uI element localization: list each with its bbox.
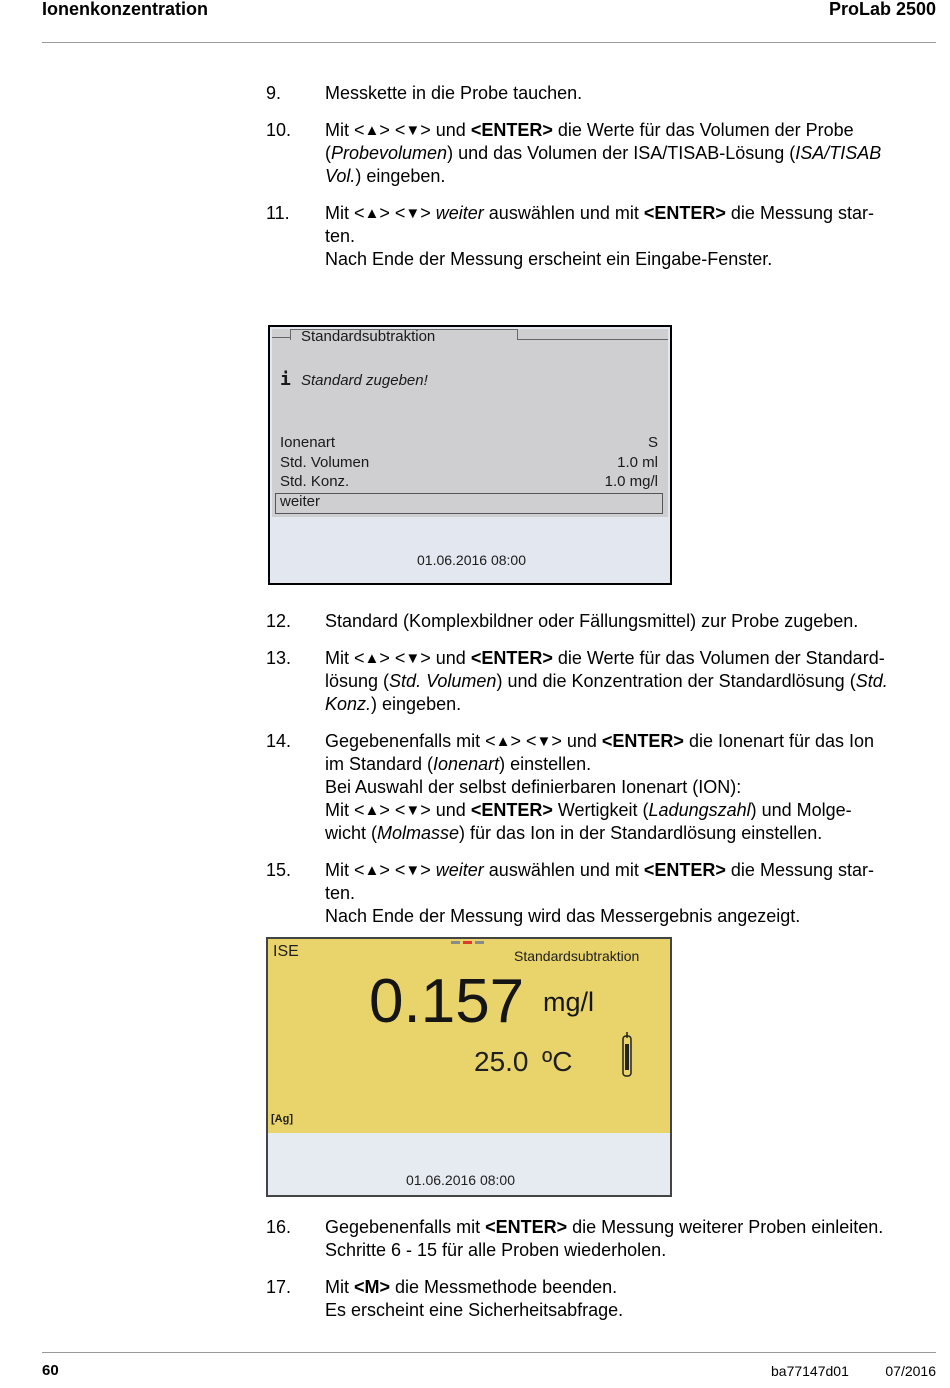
key-label: <ENTER> bbox=[601, 731, 684, 751]
arrow-up-icon: ▲ bbox=[364, 802, 380, 819]
text-run: ) und Molge- bbox=[750, 800, 852, 820]
weiter-option[interactable]: weiter bbox=[280, 493, 321, 510]
mode-label: ISE bbox=[273, 943, 299, 960]
text-run: Wertigkeit ( bbox=[552, 800, 649, 820]
text-line bbox=[325, 859, 930, 882]
text-run: > < bbox=[379, 203, 406, 223]
arrow-up-icon: ▲ bbox=[364, 862, 380, 879]
text-run: > < bbox=[379, 860, 406, 880]
footer-rule bbox=[42, 1352, 936, 1353]
step-text bbox=[325, 202, 930, 271]
row-value-std-konz[interactable]: 1.0 mg/l bbox=[604, 473, 658, 490]
measured-unit: mg/l bbox=[543, 987, 595, 1017]
screen-datetime: 01.06.2016 08:00 bbox=[406, 1172, 515, 1188]
text-run: > und bbox=[420, 800, 471, 820]
arrow-down-icon: ▼ bbox=[405, 650, 421, 667]
key-label: <ENTER> bbox=[643, 860, 726, 880]
device-screen-input-window bbox=[268, 325, 672, 585]
text-run: die Werte für das Volumen der Probe bbox=[552, 120, 854, 140]
menu-term: weiter bbox=[435, 860, 484, 880]
step-text bbox=[325, 1276, 930, 1322]
step-number: 12. bbox=[266, 611, 292, 631]
text-line bbox=[325, 119, 930, 142]
text-line bbox=[325, 882, 930, 905]
text-run: Schritte 6 - 15 für alle Proben wiederholen. bbox=[325, 1240, 667, 1260]
temperature-unit: ºC bbox=[542, 1046, 573, 1077]
text-run: auswählen und mit bbox=[483, 203, 644, 223]
tab-border-left bbox=[272, 337, 290, 338]
key-label: <M> bbox=[354, 1277, 391, 1297]
menu-term: weiter bbox=[435, 203, 484, 223]
step-number: 15. bbox=[266, 860, 292, 880]
temperature-value: 25.0 bbox=[474, 1046, 529, 1077]
text-line bbox=[325, 82, 930, 105]
text-line bbox=[325, 248, 930, 271]
text-run: Mit < bbox=[325, 203, 365, 223]
arrow-down-icon: ▼ bbox=[405, 205, 421, 222]
key-label: <ENTER> bbox=[470, 648, 553, 668]
status-bar-segment bbox=[451, 941, 460, 944]
text-line bbox=[325, 670, 930, 693]
step-number: 9. bbox=[266, 83, 282, 103]
key-label: <ENTER> bbox=[470, 120, 553, 140]
text-run: Gegebenenfalls mit < bbox=[325, 731, 496, 751]
step-text bbox=[325, 730, 930, 845]
step-text bbox=[325, 82, 930, 105]
text-run: ) und die Konzentration der Standardlösung ( bbox=[496, 671, 856, 691]
text-run: im Standard ( bbox=[325, 754, 434, 774]
arrow-down-icon: ▼ bbox=[536, 733, 552, 750]
text-run: ten. bbox=[325, 226, 356, 246]
step-number: 11. bbox=[266, 203, 290, 223]
text-run: Standard (Komplexbildner oder Fällungsmittel) zur Probe zugeben. bbox=[325, 611, 859, 631]
document-date: 07/2016 bbox=[885, 1363, 936, 1379]
step-number: 17. bbox=[266, 1277, 292, 1297]
arrow-down-icon: ▼ bbox=[405, 862, 421, 879]
step-text bbox=[325, 647, 930, 716]
text-run: Nach Ende der Messung erscheint ein Eingabe-Fenster. bbox=[325, 249, 773, 269]
row-value-std-volumen[interactable]: 1.0 ml bbox=[617, 454, 658, 471]
key-label: <ENTER> bbox=[485, 1217, 568, 1237]
electrode-icon bbox=[620, 1032, 634, 1078]
text-run: die Messmethode beenden. bbox=[390, 1277, 618, 1297]
arrow-down-icon: ▼ bbox=[405, 802, 421, 819]
text-line bbox=[325, 753, 930, 776]
text-line bbox=[325, 142, 930, 165]
ion-label: [Ag] bbox=[271, 1113, 293, 1125]
key-label: <ENTER> bbox=[643, 203, 726, 223]
running-header-product: ProLab 2500 bbox=[828, 0, 936, 19]
text-run: Mit < bbox=[325, 800, 365, 820]
menu-term: ISA/TISAB bbox=[795, 143, 882, 163]
text-line bbox=[325, 610, 930, 633]
menu-term: Ionenart bbox=[433, 754, 500, 774]
text-run: > bbox=[420, 860, 436, 880]
text-run: ) und das Volumen der ISA/TISAB-Lösung ( bbox=[447, 143, 796, 163]
text-run: > < bbox=[510, 731, 537, 751]
text-run: ten. bbox=[325, 883, 356, 903]
text-run: die Messung star- bbox=[725, 860, 874, 880]
text-line bbox=[325, 647, 930, 670]
step-number: 13. bbox=[266, 648, 292, 668]
text-line bbox=[325, 1216, 930, 1239]
text-run: Messkette in die Probe tauchen. bbox=[325, 83, 583, 103]
text-line bbox=[325, 202, 930, 225]
text-run: > und bbox=[420, 120, 471, 140]
header-rule bbox=[42, 42, 936, 43]
text-run: > < bbox=[379, 800, 406, 820]
text-run: > und bbox=[551, 731, 602, 751]
step-text bbox=[325, 859, 930, 928]
text-line bbox=[325, 693, 930, 716]
text-run: Mit < bbox=[325, 120, 365, 140]
text-run: > bbox=[420, 203, 436, 223]
text-line bbox=[325, 1276, 930, 1299]
text-run: ( bbox=[325, 143, 331, 163]
text-line bbox=[325, 225, 930, 248]
step-text bbox=[325, 610, 930, 633]
arrow-up-icon: ▲ bbox=[364, 650, 380, 667]
text-run: > < bbox=[379, 648, 406, 668]
text-line bbox=[325, 165, 930, 188]
text-run: Gegebenenfalls mit bbox=[325, 1217, 486, 1237]
step-text bbox=[325, 1216, 930, 1262]
menu-term: Std. Volumen bbox=[389, 671, 497, 691]
row-label-ionenart: Ionenart bbox=[280, 434, 336, 451]
window-title: Standardsubtraktion bbox=[301, 328, 436, 345]
tab-border-right bbox=[518, 339, 668, 340]
text-run: Bei Auswahl der selbst definierbaren Ionenart (ION): bbox=[325, 777, 742, 797]
row-value-ionenart[interactable]: S bbox=[647, 434, 658, 451]
step-number: 10. bbox=[266, 120, 292, 140]
text-run: ) für das Ion in der Standardlösung einstellen. bbox=[459, 823, 823, 843]
text-run: Es erscheint eine Sicherheitsabfrage. bbox=[325, 1300, 624, 1320]
text-run: die Ionenart für das Ion bbox=[683, 731, 875, 751]
text-run: ) eingeben. bbox=[355, 166, 446, 186]
arrow-up-icon: ▲ bbox=[364, 205, 380, 222]
text-run: ) eingeben. bbox=[371, 694, 462, 714]
step-number: 16. bbox=[266, 1217, 292, 1237]
menu-term: Konz. bbox=[325, 694, 372, 714]
menu-term: Ladungszahl bbox=[648, 800, 751, 820]
text-line bbox=[325, 1239, 930, 1262]
running-header-section: Ionenkonzentration bbox=[42, 0, 208, 19]
text-run: > < bbox=[379, 120, 406, 140]
menu-term: Vol. bbox=[325, 166, 356, 186]
status-bar-segment-active bbox=[463, 941, 472, 944]
key-label: <ENTER> bbox=[470, 800, 553, 820]
device-screen-measurement bbox=[266, 937, 672, 1197]
text-run: Nach Ende der Messung wird das Messergebnis angezeigt. bbox=[325, 906, 801, 926]
document-id: ba77147d01 bbox=[771, 1363, 849, 1379]
text-run: die Werte für das Volumen der Standard- bbox=[552, 648, 885, 668]
arrow-down-icon: ▼ bbox=[405, 122, 421, 139]
row-label-std-volumen: Std. Volumen bbox=[280, 454, 370, 471]
menu-term: Molmasse bbox=[377, 823, 460, 843]
screen-datetime: 01.06.2016 08:00 bbox=[417, 552, 526, 568]
text-run: Mit < bbox=[325, 860, 365, 880]
text-run: > und bbox=[420, 648, 471, 668]
step-number: 14. bbox=[266, 731, 292, 751]
step-text bbox=[325, 119, 930, 188]
arrow-up-icon: ▲ bbox=[495, 733, 511, 750]
text-run: Mit < bbox=[325, 648, 365, 668]
text-line bbox=[325, 1299, 930, 1322]
menu-term: Std. bbox=[855, 671, 888, 691]
info-message: Standard zugeben! bbox=[301, 372, 428, 389]
text-run: auswählen und mit bbox=[483, 860, 644, 880]
measured-value: 0.157 bbox=[369, 967, 525, 1036]
text-run: die Messung star- bbox=[725, 203, 874, 223]
row-label-std-konz: Std. Konz. bbox=[280, 473, 350, 490]
method-label: Standardsubtraktion bbox=[514, 948, 640, 964]
text-run: lösung ( bbox=[325, 671, 390, 691]
status-bar-segment bbox=[475, 941, 484, 944]
menu-term: Probevolumen bbox=[331, 143, 448, 163]
text-run: wicht ( bbox=[325, 823, 378, 843]
info-icon: i bbox=[280, 369, 291, 390]
text-line bbox=[325, 776, 930, 799]
text-run: Mit bbox=[325, 1277, 354, 1297]
text-line bbox=[325, 905, 930, 928]
selection-highlight[interactable] bbox=[275, 493, 663, 514]
text-line bbox=[325, 730, 930, 753]
page-number: 60 bbox=[42, 1362, 59, 1379]
arrow-up-icon: ▲ bbox=[364, 122, 380, 139]
text-line bbox=[325, 799, 930, 822]
text-line bbox=[325, 822, 930, 845]
text-run: die Messung weiterer Proben einleiten. bbox=[567, 1217, 884, 1237]
text-run: ) einstellen. bbox=[499, 754, 592, 774]
